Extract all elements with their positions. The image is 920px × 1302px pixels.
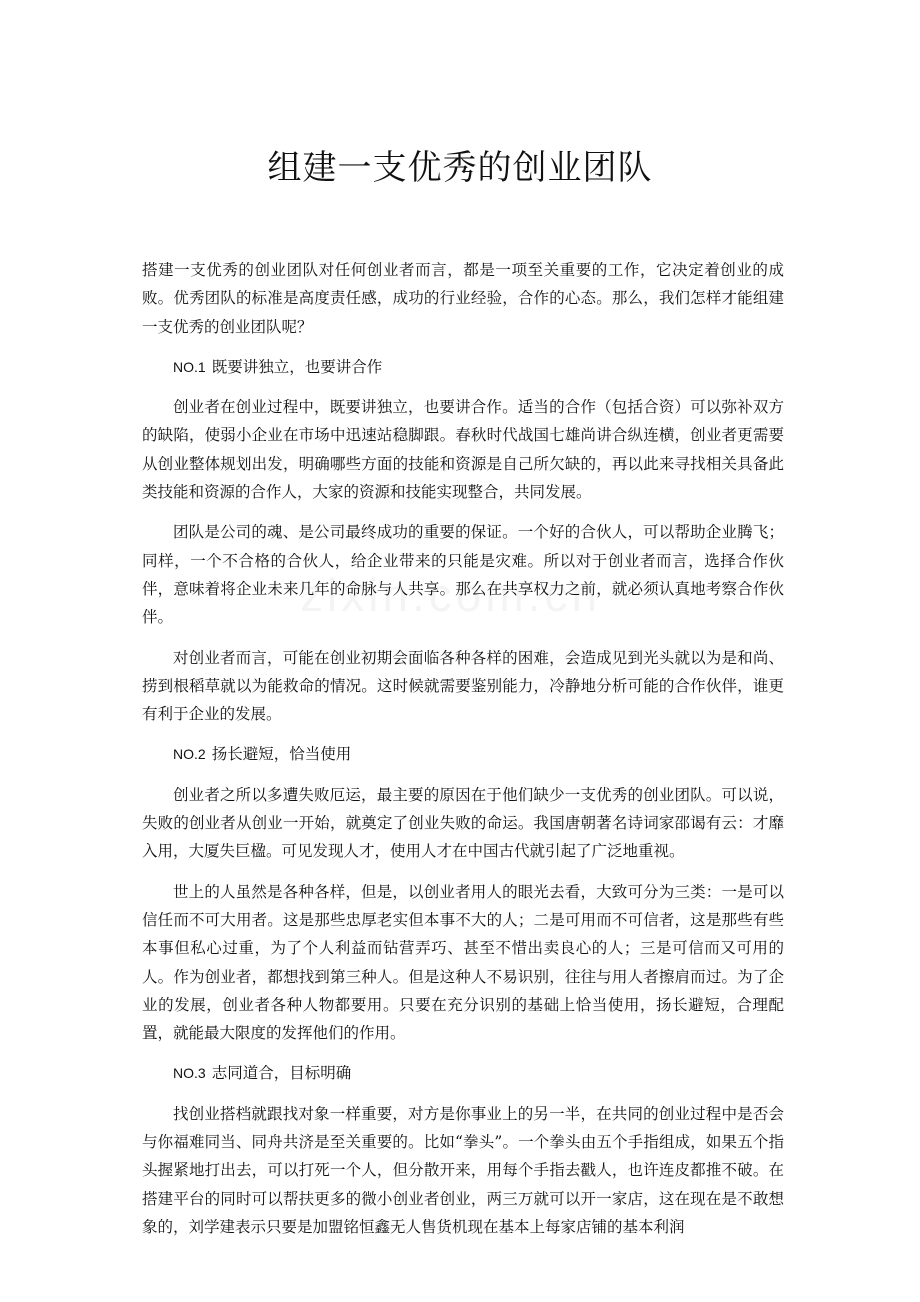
section-heading <box>142 353 784 381</box>
document-body <box>142 256 784 1241</box>
body-paragraph: 创业者之所以多遭失败厄运，最主要的原因在于他们缺少一支优秀的创业团队。可以说，失败的创业者从创业一开始，就奠定了创业失败的命运。我国唐朝著名诗词家邵谒有云：才靡入用，大厦失巨楹。可见发现人才，使用人才在中国古代就引起了广泛地重视。 <box>142 785 784 861</box>
body-paragraph: 创业者在创业过程中，既要讲独立，也要讲合作。适当的合作（包括合资）可以弥补双方的缺陷，使弱小企业在市场中迅速站稳脚跟。春秋时代战国七雄尚讲合纵连横，创业者更需要从创业整体规划出发，明确哪些方面的技能和资源是自己所欠缺的，再以此来寻找相关具备此类技能和资源的合作人，大家的资源和技能实现整合，共同发展。 <box>142 398 784 502</box>
body-paragraph: 对创业者而言，可能在创业初期会面临各种各样的困难，会造成见到光头就以为是和尚、捞到根稻草就以为能救命的情况。这时候就需要鉴别能力，冷静地分析可能的合作伙伴，谁更有利于企业的发展。 <box>142 648 784 724</box>
section-heading-text: 扬长避短，恰当使用 <box>211 745 352 764</box>
section-heading <box>142 1059 784 1087</box>
section-number: NO.1 <box>173 358 206 375</box>
body-paragraph: 世上的人虽然是各种各样，但是，以创业者用人的眼光去看，大致可分为三类：一是可以信任而不可大用者。这是那些忠厚老实但本事不大的人；二是可用而不可信者，这是那些有些本事但私心过重，为了个人利益而钻营弄巧、甚至不惜出卖良心的人；三是可信而又可用的人。作为创业者，都想找到第三种人。但是这种人不易识别，往往与用人者擦肩而过。为了企业的发展，创业者各种人物都要用。只要在充分识别的基础上恰当使用，扬长避短，合理配置，就能最大限度的发挥他们的作用。 <box>142 882 784 1043</box>
intro-paragraph: 搭建一支优秀的创业团队对任何创业者而言，都是一项至关重要的工作，它决定着创业的成败。优秀团队的标准是高度责任感，成功的行业经验，合作的心态。那么，我们怎样才能组建一支优秀的创业团队呢？ <box>142 261 784 336</box>
section-heading-text: 既要讲独立，也要讲合作 <box>211 357 383 376</box>
section-number: NO.3 <box>173 1065 206 1082</box>
section-number: NO.2 <box>173 746 206 763</box>
section-heading-text: 志同道合，目标明确 <box>211 1064 352 1083</box>
body-paragraph: 找创业搭档就跟找对象一样重要，对方是你事业上的另一半，在共同的创业过程中是否会与你福难同当、同舟共济是至关重要的。比如“拳头”。一个拳头由五个手指组成，如果五个指头握紧地打出去，可以打死一个人，但分散开来，用每个手指去戳人，也许连皮都推不破。在搭建平台的同时可以帮扶更多的微小创业者创业，两三万就可以开一家店，这在现在是不敢想象的，刘学建表示只要是加盟铭恒鑫无人售货机现在基本上每家店铺的基本利润 <box>142 1104 784 1236</box>
section-heading <box>142 740 784 768</box>
document-title: 组建一支优秀的创业团队 <box>267 148 653 188</box>
body-paragraph: 团队是公司的魂、是公司最终成功的重要的保证。一个好的合伙人，可以帮助企业腾飞；同样，一个不合格的合伙人，给企业带来的只能是灾难。所以对于创业者而言，选择合作伙伴，意味着将企业未来几年的命脉与人共享。那么在共享权力之前，就必须认真地考察合作伙伴。 <box>142 523 784 627</box>
